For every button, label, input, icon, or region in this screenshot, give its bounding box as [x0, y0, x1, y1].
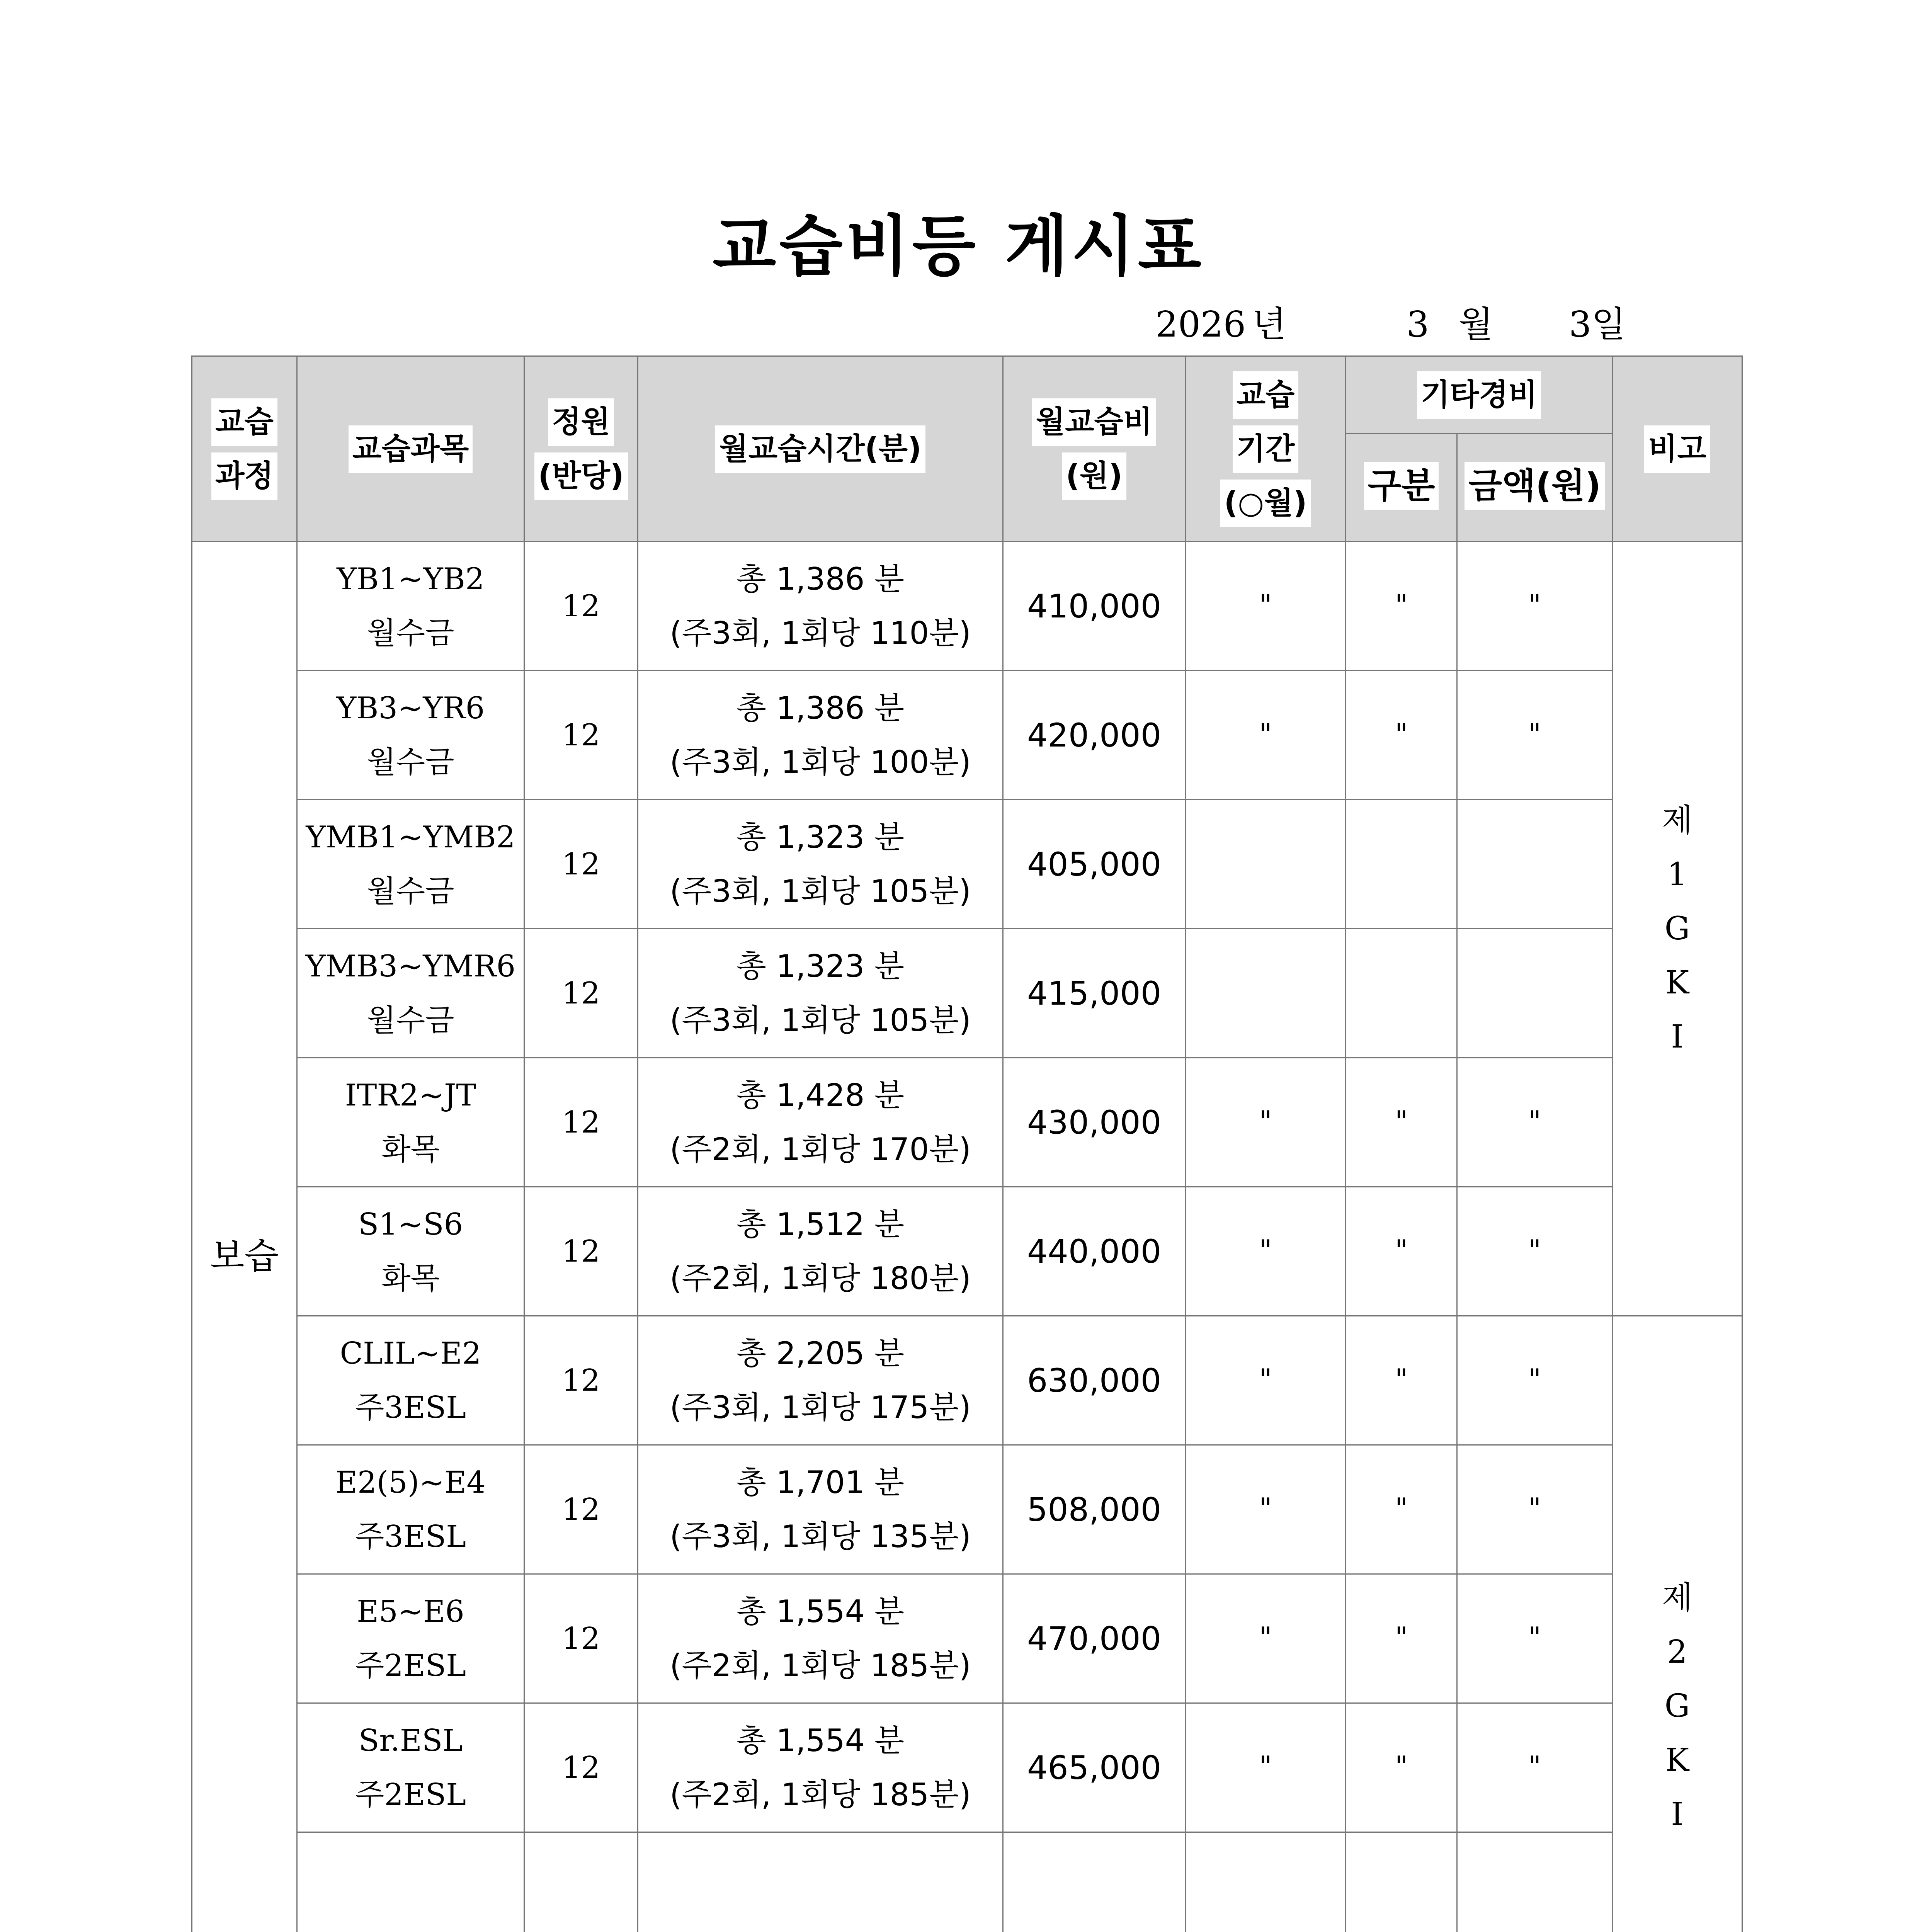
header-course-line1: 교습	[211, 398, 277, 446]
empty-cell	[297, 1832, 524, 1932]
table-row	[192, 1316, 1742, 1445]
fee-cell: 430,000	[1003, 1058, 1186, 1187]
table-row	[192, 1574, 1742, 1703]
capacity-cell: 12	[524, 542, 638, 671]
fee-table	[191, 355, 1743, 1932]
hours-cell: 총 1,554 분 (주2회, 1회당 185분)	[638, 1703, 1003, 1832]
amount-cell	[1457, 929, 1613, 1058]
hours-cell: 총 1,323 분 (주3회, 1회당 105분)	[638, 800, 1003, 929]
category-cell: "	[1346, 1187, 1457, 1316]
table-row	[192, 1058, 1742, 1187]
header-category: 구분	[1346, 434, 1457, 542]
capacity-cell: 12	[524, 800, 638, 929]
date-month: 3	[1407, 304, 1429, 345]
subject-cell: ITR2~JT 화목	[297, 1058, 524, 1187]
category-cell	[1346, 929, 1457, 1058]
date-day: 3일	[1569, 304, 1626, 345]
hours-cell: 총 1,323 분 (주3회, 1회당 105분)	[638, 929, 1003, 1058]
amount-cell: "	[1457, 1058, 1613, 1187]
header-period: 교습 기간 (○월)	[1186, 356, 1346, 542]
period-cell: "	[1186, 1574, 1346, 1703]
category-cell: "	[1346, 1574, 1457, 1703]
header-remarks: 비고	[1613, 356, 1742, 542]
table-row	[192, 1703, 1742, 1832]
hours-cell: 총 1,512 분 (주2회, 1회당 180분)	[638, 1187, 1003, 1316]
hours-cell: 총 1,386 분 (주3회, 1회당 110분)	[638, 542, 1003, 671]
fee-cell: 420,000	[1003, 671, 1186, 800]
amount-cell: "	[1457, 1187, 1613, 1316]
remarks-group-1: 제 1 G K I	[1613, 542, 1742, 1316]
period-cell: "	[1186, 1316, 1346, 1445]
fee-cell: 630,000	[1003, 1316, 1186, 1445]
category-cell: "	[1346, 1058, 1457, 1187]
subject-cell: E5~E6 주2ESL	[297, 1574, 524, 1703]
capacity-cell: 12	[524, 1316, 638, 1445]
header-subject: 교습과목	[297, 356, 524, 542]
capacity-cell: 12	[524, 1058, 638, 1187]
amount-cell: "	[1457, 671, 1613, 800]
period-cell: "	[1186, 671, 1346, 800]
table-row	[192, 1445, 1742, 1574]
amount-cell: "	[1457, 1574, 1613, 1703]
capacity-cell: 12	[524, 1187, 638, 1316]
period-cell	[1186, 929, 1346, 1058]
subject-cell: CLIL~E2 주3ESL	[297, 1316, 524, 1445]
period-cell: "	[1186, 1058, 1346, 1187]
capacity-cell: 12	[524, 1445, 638, 1574]
hours-cell: 총 1,701 분 (주3회, 1회당 135분)	[638, 1445, 1003, 1574]
course-cell: 보습	[192, 542, 297, 1932]
fee-cell: 508,000	[1003, 1445, 1186, 1574]
fee-cell: 465,000	[1003, 1703, 1186, 1832]
category-cell: "	[1346, 671, 1457, 800]
period-cell	[1186, 800, 1346, 929]
subject-cell: Sr.ESL 주2ESL	[297, 1703, 524, 1832]
hours-cell: 총 1,428 분 (주2회, 1회당 170분)	[638, 1058, 1003, 1187]
remarks-group-2: 제 2 G K I	[1613, 1316, 1742, 1932]
amount-cell: "	[1457, 1703, 1613, 1832]
table-row	[192, 800, 1742, 929]
header-fee: 월교습비 (원)	[1003, 356, 1186, 542]
header-capacity: 정원 (반당)	[524, 356, 638, 542]
header-course-line2: 과정	[211, 452, 277, 500]
header-other-costs: 기타경비	[1346, 356, 1613, 434]
category-cell: "	[1346, 542, 1457, 671]
period-cell: "	[1186, 1187, 1346, 1316]
subject-cell: S1~S6 화목	[297, 1187, 524, 1316]
page-title: 교습비등 게시표	[713, 208, 1204, 285]
amount-cell: "	[1457, 542, 1613, 671]
table-row	[192, 671, 1742, 800]
period-cell: "	[1186, 542, 1346, 671]
header-amount: 금액(원)	[1457, 434, 1613, 542]
empty-cell	[1457, 1832, 1613, 1932]
empty-cell	[1186, 1832, 1346, 1932]
fee-cell: 405,000	[1003, 800, 1186, 929]
fee-cell: 470,000	[1003, 1574, 1186, 1703]
capacity-cell: 12	[524, 671, 638, 800]
hours-cell: 총 1,386 분 (주3회, 1회당 100분)	[638, 671, 1003, 800]
table-row-empty	[192, 1832, 1742, 1932]
empty-cell	[524, 1832, 638, 1932]
capacity-cell: 12	[524, 1703, 638, 1832]
amount-cell: "	[1457, 1445, 1613, 1574]
hours-cell: 총 2,205 분 (주3회, 1회당 175분)	[638, 1316, 1003, 1445]
header-course	[192, 356, 297, 542]
date-month-unit: 월	[1459, 304, 1493, 345]
header-hours: 월교습시간(분)	[638, 356, 1003, 542]
table-row	[192, 542, 1742, 671]
category-cell: "	[1346, 1703, 1457, 1832]
capacity-cell: 12	[524, 929, 638, 1058]
subject-cell: E2(5)~E4 주3ESL	[297, 1445, 524, 1574]
category-cell: "	[1346, 1445, 1457, 1574]
category-cell: "	[1346, 1316, 1457, 1445]
date-year: 2026	[1155, 304, 1246, 345]
date-year-unit: 년	[1252, 304, 1286, 345]
period-cell: "	[1186, 1703, 1346, 1832]
subject-cell: YB3~YR6 월수금	[297, 671, 524, 800]
table-row	[192, 929, 1742, 1058]
empty-cell	[1346, 1832, 1457, 1932]
period-cell: "	[1186, 1445, 1346, 1574]
capacity-cell: 12	[524, 1574, 638, 1703]
fee-cell: 440,000	[1003, 1187, 1186, 1316]
fee-cell: 410,000	[1003, 542, 1186, 671]
hours-cell: 총 1,554 분 (주2회, 1회당 185분)	[638, 1574, 1003, 1703]
subject-cell: YB1~YB2 월수금	[297, 542, 524, 671]
category-cell	[1346, 800, 1457, 929]
fee-cell: 415,000	[1003, 929, 1186, 1058]
amount-cell	[1457, 800, 1613, 929]
subject-cell: YMB3~YMR6 월수금	[297, 929, 524, 1058]
empty-cell	[638, 1832, 1003, 1932]
amount-cell: "	[1457, 1316, 1613, 1445]
subject-cell: YMB1~YMB2 월수금	[297, 800, 524, 929]
table-row	[192, 1187, 1742, 1316]
empty-cell	[1003, 1832, 1186, 1932]
